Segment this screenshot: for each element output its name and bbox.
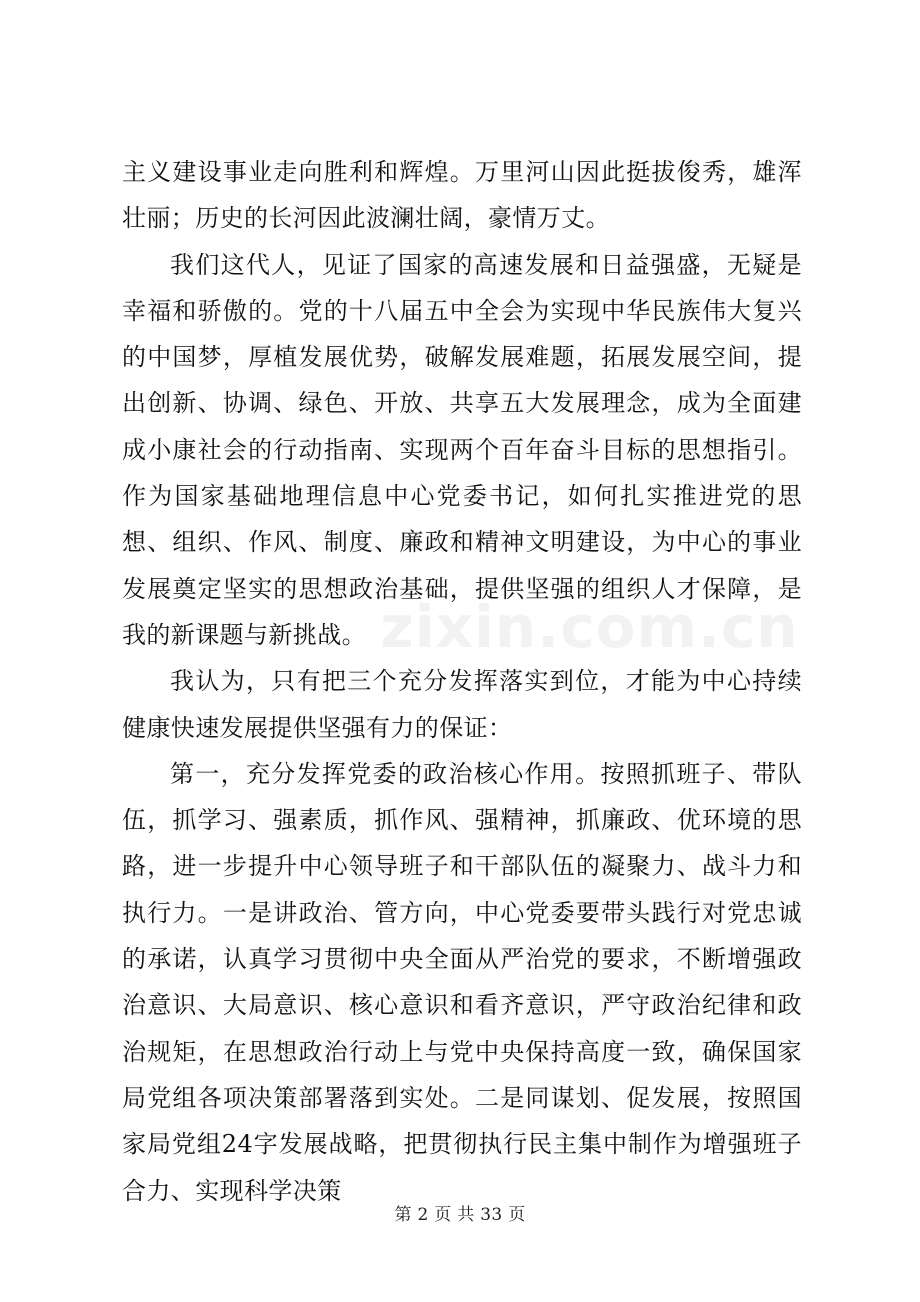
paragraph-three-full-plays: 我认为，只有把三个充分发挥落实到位，才能为中心持续健康快速发展提供坚强有力的保证： bbox=[122, 667, 802, 742]
page-number-footer: 第 2 页 共 33 页 bbox=[394, 1205, 526, 1225]
document-body bbox=[122, 149, 802, 1214]
watermark-text: zixin.com.cn bbox=[380, 593, 799, 661]
paragraph-continuation: 主义建设事业走向胜利和辉煌。万里河山因此挺拔俊秀，雄浑壮丽；历史的长河因此波澜壮阔，豪情万丈。 bbox=[122, 158, 802, 233]
paragraph-generation-reflection: 我们这代人，见证了国家的高速发展和日益强盛，无疑是幸福和骄傲的。党的十八届五中全会为实现中华民族伟大复兴的中国梦，厚植发展优势，破解发展难题，拓展发展空间，提出创新、协调、绿色、开放、共享五大发展理念，成为全面建成小康社会的行动指南、实现两个百年奋斗目标的思想指引。作为国家基础地理信息中心党委书记，如何扎实推进党的思想、组织、作风、制度、廉政和精神文明建设，为中心的事业发展奠定坚实的思想政治基础，提供坚强的组织人才保障，是我的新课题与新挑战。 bbox=[122, 250, 802, 649]
paragraph-first-point: 第一，充分发挥党委的政治核心作用。按照抓班子、带队伍，抓学习、强素质，抓作风、强精神，抓廉政、优环境的思路，进一步提升中心领导班子和干部队伍的凝聚力、战斗力和执行力。一是讲政治、管方向，中心党委要带头践行对党忠诚的承诺，认真学习贯彻中央全面从严治党的要求，不断增强政治意识、大局意识、核心意识和看齐意识，严守政治纪律和政治规矩，在思想政治行动上与党中央保持高度一致，确保国家局党组各项决策部署落到实处。二是同谋划、促发展，按照国家局党组24字发展战略，把贯彻执行民主集中制作为增强班子合力、实现科学决策 bbox=[122, 759, 802, 1205]
